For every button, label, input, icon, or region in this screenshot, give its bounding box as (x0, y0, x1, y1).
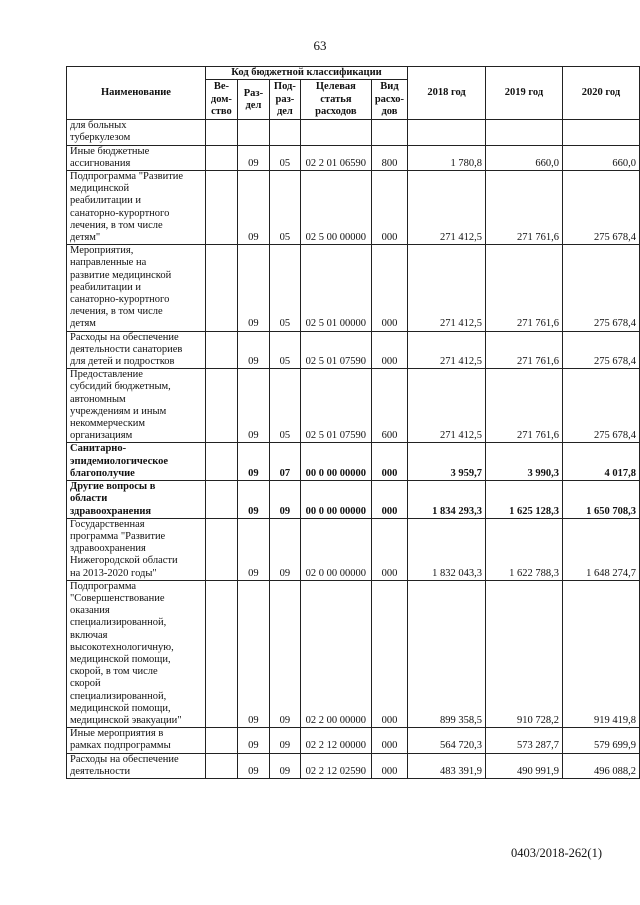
row-celevaya: 00 0 00 00000 (300, 443, 371, 481)
row-value-2019: 573 287,7 (486, 728, 563, 753)
row-value-2018: 271 412,5 (408, 171, 486, 245)
table-row (67, 171, 640, 245)
row-vid: 000 (371, 171, 407, 245)
row-vedomstvo (205, 245, 237, 331)
row-razdel: 09 (237, 728, 269, 753)
row-vid: 000 (371, 481, 407, 519)
row-value-2018: 1 780,8 (408, 145, 486, 170)
row-name: Государственная программа "Развитие здравоохранения Нижегородской области на 2013-2020 годы" (67, 518, 206, 580)
row-vedomstvo (205, 369, 237, 443)
row-value-2020: 275 678,4 (562, 171, 639, 245)
row-name: Иные мероприятия в рамках подпрограммы (67, 728, 206, 753)
row-podrazdel: 05 (269, 145, 300, 170)
header-2018: 2018 год (408, 67, 486, 120)
header-vedomstvo: Ве- дом- ство (205, 80, 237, 120)
header-2019: 2019 год (486, 67, 563, 120)
row-vid: 000 (371, 728, 407, 753)
row-value-2020: 275 678,4 (562, 245, 639, 331)
row-razdel: 09 (237, 331, 269, 369)
row-vid: 000 (371, 518, 407, 580)
row-razdel: 09 (237, 518, 269, 580)
row-vedomstvo (205, 728, 237, 753)
row-value-2019: 490 991,9 (486, 753, 563, 778)
budget-table (66, 66, 640, 779)
header-2020: 2020 год (562, 67, 639, 120)
row-razdel: 09 (237, 580, 269, 727)
row-value-2020: 919 419,8 (562, 580, 639, 727)
row-value-2018: 271 412,5 (408, 245, 486, 331)
row-value-2019: 271 761,6 (486, 369, 563, 443)
row-celevaya: 02 0 00 00000 (300, 518, 371, 580)
row-value-2019: 1 625 128,3 (486, 481, 563, 519)
row-celevaya: 02 5 01 00000 (300, 245, 371, 331)
row-value-2019: 3 990,3 (486, 443, 563, 481)
row-razdel: 09 (237, 481, 269, 519)
row-value-2019: 271 761,6 (486, 331, 563, 369)
row-name: для больных туберкулезом (67, 120, 206, 145)
header-celevaya: Целевая статья расходов (300, 80, 371, 120)
row-value-2019: 660,0 (486, 145, 563, 170)
row-celevaya: 02 5 01 07590 (300, 331, 371, 369)
table-row (67, 580, 640, 727)
row-podrazdel: 09 (269, 580, 300, 727)
row-value-2020: 4 017,8 (562, 443, 639, 481)
row-podrazdel: 09 (269, 728, 300, 753)
row-podrazdel: 07 (269, 443, 300, 481)
row-value-2019: 271 761,6 (486, 171, 563, 245)
row-value-2020: 660,0 (562, 145, 639, 170)
row-value-2018: 271 412,5 (408, 331, 486, 369)
row-celevaya: 00 0 00 00000 (300, 481, 371, 519)
row-value-2020: 1 650 708,3 (562, 481, 639, 519)
row-podrazdel: 09 (269, 753, 300, 778)
row-value-2020: 496 088,2 (562, 753, 639, 778)
row-celevaya: 02 2 00 00000 (300, 580, 371, 727)
row-vid: 000 (371, 443, 407, 481)
row-celevaya (300, 120, 371, 145)
row-value-2020 (562, 120, 639, 145)
row-podrazdel: 05 (269, 369, 300, 443)
table-row (67, 331, 640, 369)
row-value-2020: 1 648 274,7 (562, 518, 639, 580)
row-vedomstvo (205, 753, 237, 778)
document-code: 0403/2018-262(1) (511, 846, 602, 860)
row-name: Подпрограмма "Совершенствование оказания специализированной, включая высокотехнологичную, медицинской помощи, скорой, в том числе скорой специализированной, медицинской помощи, медицинской эвакуации" (67, 580, 206, 727)
row-podrazdel: 05 (269, 331, 300, 369)
table-row (67, 481, 640, 519)
row-name: Другие вопросы в области здравоохранения (67, 481, 206, 519)
row-vedomstvo (205, 481, 237, 519)
row-razdel (237, 120, 269, 145)
row-vid: 000 (371, 245, 407, 331)
row-value-2018: 1 834 293,3 (408, 481, 486, 519)
table-row (67, 369, 640, 443)
row-podrazdel: 05 (269, 171, 300, 245)
row-value-2018 (408, 120, 486, 145)
row-value-2020: 275 678,4 (562, 331, 639, 369)
row-razdel: 09 (237, 145, 269, 170)
row-vedomstvo (205, 443, 237, 481)
row-razdel: 09 (237, 753, 269, 778)
row-razdel: 09 (237, 171, 269, 245)
row-vid: 800 (371, 145, 407, 170)
row-name: Подпрограмма "Развитие медицинской реабилитации и санаторно-курортного лечения, в том числе детям" (67, 171, 206, 245)
row-podrazdel: 09 (269, 518, 300, 580)
table-row (67, 443, 640, 481)
row-name: Предоставление субсидий бюджетным, автономным учреждениям и иным некоммерческим организациям (67, 369, 206, 443)
row-value-2019: 271 761,6 (486, 245, 563, 331)
header-podrazdel: Под- раз- дел (269, 80, 300, 120)
table-row (67, 245, 640, 331)
table-row (67, 145, 640, 170)
row-vedomstvo (205, 120, 237, 145)
row-vid: 000 (371, 331, 407, 369)
table-row (67, 518, 640, 580)
row-celevaya: 02 2 12 00000 (300, 728, 371, 753)
header-vid: Вид расхо- дов (371, 80, 407, 120)
row-podrazdel: 09 (269, 481, 300, 519)
row-vedomstvo (205, 145, 237, 170)
header-razdel: Раз- дел (237, 80, 269, 120)
row-value-2020: 579 699,9 (562, 728, 639, 753)
row-vedomstvo (205, 580, 237, 727)
row-celevaya: 02 2 12 02590 (300, 753, 371, 778)
row-podrazdel: 05 (269, 245, 300, 331)
row-vid: 000 (371, 753, 407, 778)
row-razdel: 09 (237, 369, 269, 443)
row-celevaya: 02 5 01 07590 (300, 369, 371, 443)
row-vedomstvo (205, 331, 237, 369)
row-value-2019: 910 728,2 (486, 580, 563, 727)
row-name: Иные бюджетные ассигнования (67, 145, 206, 170)
table-row (67, 753, 640, 778)
row-vid: 600 (371, 369, 407, 443)
row-razdel: 09 (237, 443, 269, 481)
row-vedomstvo (205, 518, 237, 580)
row-celevaya: 02 5 00 00000 (300, 171, 371, 245)
row-value-2018: 483 391,9 (408, 753, 486, 778)
row-celevaya: 02 2 01 06590 (300, 145, 371, 170)
row-value-2018: 271 412,5 (408, 369, 486, 443)
page-number: 63 (313, 38, 327, 53)
header-name: Наименование (67, 67, 206, 120)
row-value-2019: 1 622 788,3 (486, 518, 563, 580)
row-name: Расходы на обеспечение деятельности (67, 753, 206, 778)
row-vid: 000 (371, 580, 407, 727)
row-name: Мероприятия, направленные на развитие медицинской реабилитации и санаторно-курортного лечения, в том числе детям (67, 245, 206, 331)
row-value-2018: 564 720,3 (408, 728, 486, 753)
row-value-2018: 1 832 043,3 (408, 518, 486, 580)
row-value-2020: 275 678,4 (562, 369, 639, 443)
row-name: Санитарно- эпидемиологическое благополучие (67, 443, 206, 481)
table-row (67, 120, 640, 145)
row-value-2019 (486, 120, 563, 145)
row-vid (371, 120, 407, 145)
row-name: Расходы на обеспечение деятельности санаториев для детей и подростков (67, 331, 206, 369)
header-code-group: Код бюджетной классификации (205, 67, 407, 80)
row-vedomstvo (205, 171, 237, 245)
table-row (67, 728, 640, 753)
row-value-2018: 3 959,7 (408, 443, 486, 481)
row-podrazdel (269, 120, 300, 145)
row-razdel: 09 (237, 245, 269, 331)
row-value-2018: 899 358,5 (408, 580, 486, 727)
